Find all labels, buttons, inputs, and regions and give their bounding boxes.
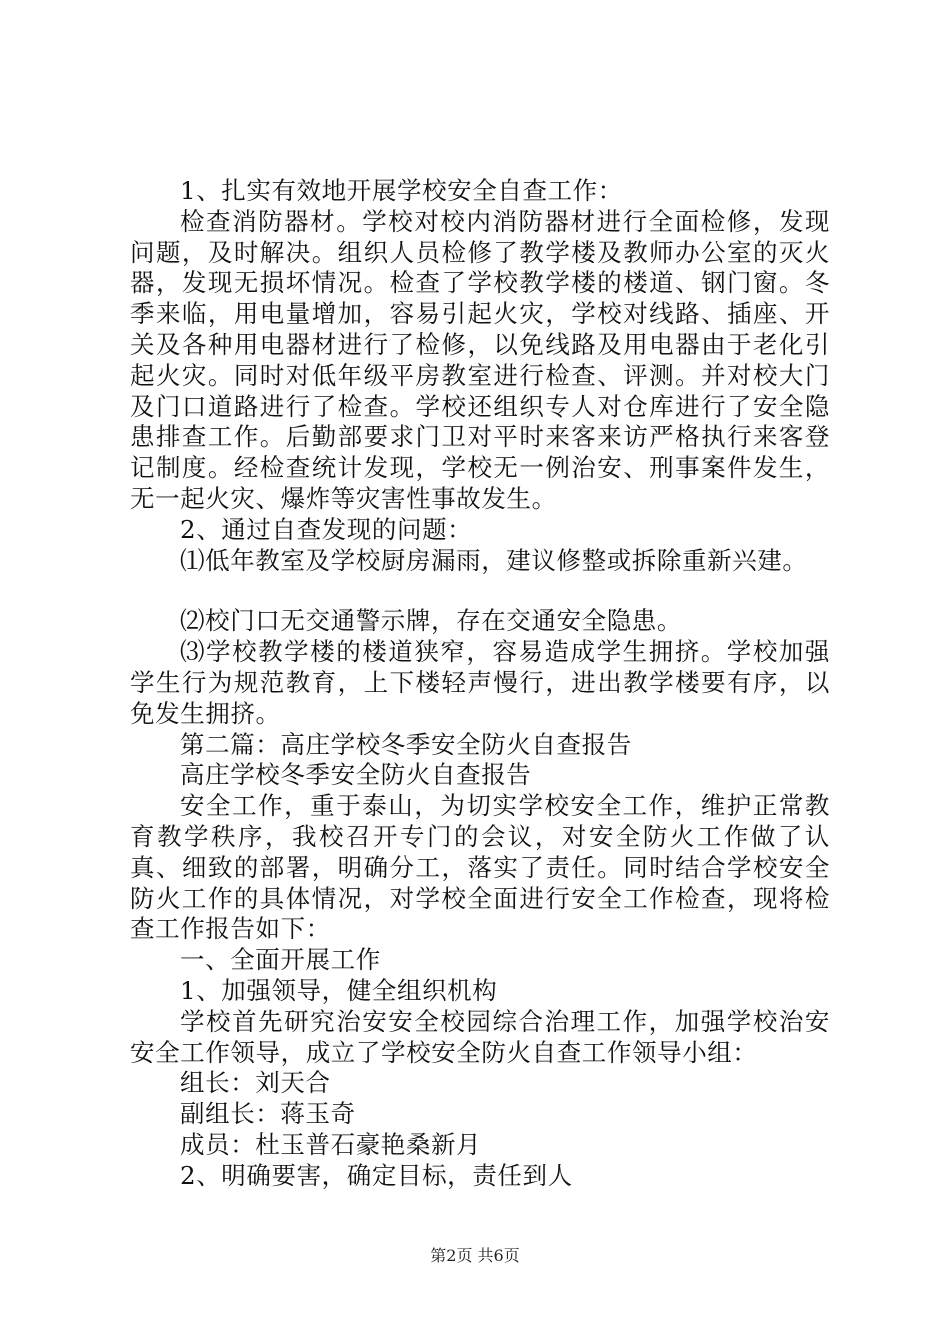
member-deputy: 副组长：蒋玉奇	[180, 1099, 356, 1129]
chapter-heading: 第二篇：高庄学校冬季安全防火自查报告	[180, 729, 632, 759]
member-list: 成员：杜玉普石豪艳桑新月	[180, 1129, 482, 1159]
section-heading-problems: 2、通过自查发现的问题：	[180, 514, 473, 544]
member-leader: 组长：刘天合	[180, 1068, 331, 1098]
section-heading-work: 一、全面开展工作	[180, 945, 381, 975]
section-heading-self-inspection: 1、扎实有效地开展学校安全自查工作：	[180, 176, 623, 205]
subheading-responsibility: 2、明确要害，确定目标，责任到人	[180, 1160, 573, 1190]
subheading-leadership: 1、加强领导，健全组织机构	[180, 975, 498, 1005]
report-title: 高庄学校冬季安全防火自查报告	[180, 760, 532, 790]
problem-item-1: ⑴低年教室及学校厨房漏雨，建议修整或拆除重新兴建。	[180, 545, 808, 575]
paragraph-leadership: 学校首先研究治安安全校园综合治理工作，加强学校治安安全工作领导，成立了学校安全防火自查工作领导小组：	[130, 1006, 830, 1067]
page-footer: 第2页 共6页	[430, 1246, 520, 1265]
problem-item-3: ⑶学校教学楼的楼道狭窄，容易造成学生拥挤。学校加强学生行为规范教育，上下楼轻声慢行，进出教学楼要有序，以免发生拥挤。	[130, 637, 830, 728]
blank-line	[130, 576, 830, 606]
document-body	[130, 176, 830, 1192]
paragraph-intro: 安全工作，重于泰山，为切实学校安全工作，维护正常教育教学秩序，我校召开专门的会议，对安全防火工作做了认真、细致的部署，明确分工，落实了责任。同时结合学校安全防火工作的具体情况，对学校全面进行安全工作检查，现将检查工作报告如下：	[130, 791, 830, 944]
paragraph-fire-equipment: 检查消防器材。学校对校内消防器材进行全面检修，发现问题，及时解决。组织人员检修了教学楼及教师办公室的灭火器，发现无损坏情况。检查了学校教学楼的楼道、钢门窗。冬季来临，用电量增加，容易引起火灾，学校对线路、插座、开关及各种用电器材进行了检修，以免线路及用电器由于老化引起火灾。同时对低年级平房教室进行检查、评测。并对校大门及门口道路进行了检查。学校还组织专人对仓库进行了安全隐患排查工作。后勤部要求门卫对平时来客来访严格执行来客登记制度。经检查统计发现，学校无一例治安、刑事案件发生，无一起火灾、爆炸等灾害性事故发生。	[130, 206, 830, 513]
problem-item-2: ⑵校门口无交通警示牌，存在交通安全隐患。	[180, 606, 682, 636]
